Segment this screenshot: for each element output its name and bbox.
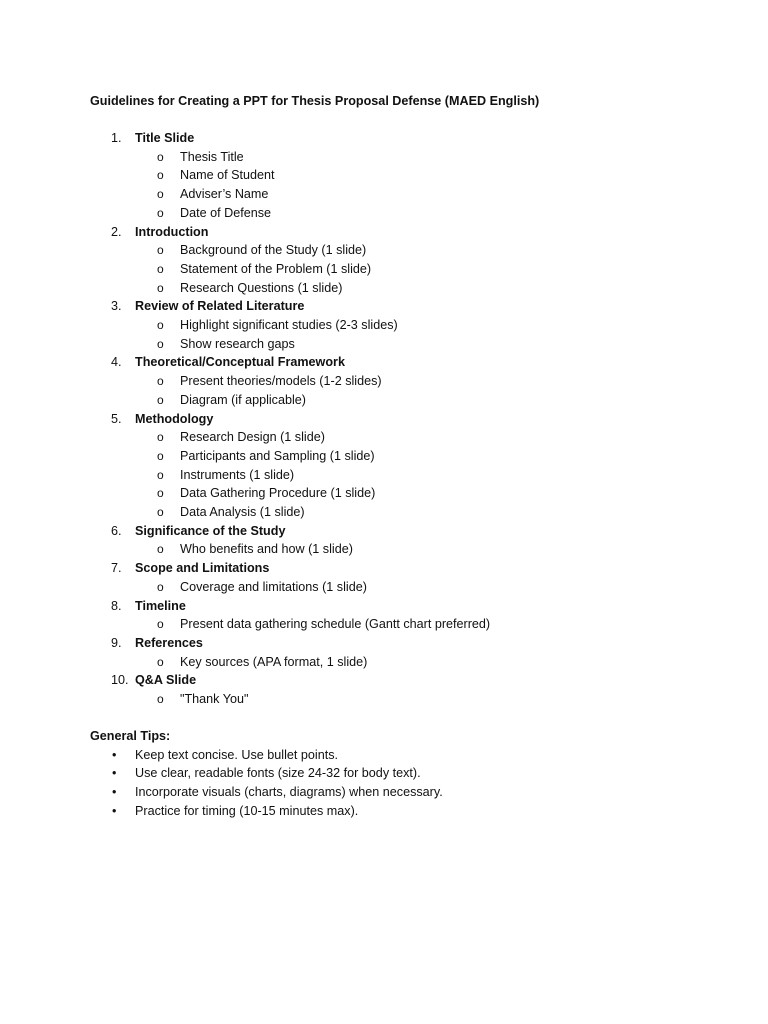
sub-list-item bbox=[135, 578, 768, 597]
sub-item-text: Data Gathering Procedure (1 slide) bbox=[180, 486, 376, 501]
tip-text: Keep text concise. Use bullet points. bbox=[135, 747, 339, 762]
circle-bullet-icon: o bbox=[157, 280, 164, 295]
sub-list-item bbox=[135, 653, 768, 672]
sub-item-text: Name of Student bbox=[180, 168, 275, 183]
section-sub-list bbox=[135, 690, 768, 709]
sub-item-text: Research Design (1 slide) bbox=[180, 430, 325, 445]
section-sub-list bbox=[135, 241, 768, 297]
section-sub-list bbox=[135, 540, 768, 559]
tip-item bbox=[90, 783, 768, 802]
sub-item-text: Show research gaps bbox=[180, 336, 295, 351]
general-tips-heading: General Tips: bbox=[90, 728, 171, 743]
sub-item-text: Diagram (if applicable) bbox=[180, 392, 306, 407]
section-sub-list bbox=[135, 653, 768, 672]
section-number: 8. bbox=[111, 598, 122, 613]
guideline-outline bbox=[90, 129, 768, 709]
sub-list-item bbox=[135, 185, 768, 204]
circle-bullet-icon: o bbox=[157, 467, 164, 482]
section-sub-list bbox=[135, 615, 768, 634]
section-sub-list bbox=[135, 148, 768, 223]
section-sub-list bbox=[135, 372, 768, 409]
circle-bullet-icon: o bbox=[157, 617, 164, 632]
sub-item-text: Who benefits and how (1 slide) bbox=[180, 542, 353, 557]
section-heading: Title Slide bbox=[135, 131, 195, 145]
section-number: 2. bbox=[111, 224, 122, 239]
sub-item-text: Background of the Study (1 slide) bbox=[180, 243, 367, 258]
sub-list-item bbox=[135, 484, 768, 503]
bullet-icon: • bbox=[112, 784, 117, 799]
sub-item-text: Key sources (APA format, 1 slide) bbox=[180, 654, 368, 669]
circle-bullet-icon: o bbox=[157, 149, 164, 164]
sub-item-text: Instruments (1 slide) bbox=[180, 467, 295, 482]
bullet-icon: • bbox=[112, 803, 117, 818]
bullet-icon: • bbox=[112, 766, 117, 781]
circle-bullet-icon: o bbox=[157, 205, 164, 220]
tip-item bbox=[90, 764, 768, 783]
section-heading: Significance of the Study bbox=[135, 523, 286, 538]
sub-list-item bbox=[135, 428, 768, 447]
section-number: 4. bbox=[111, 355, 122, 370]
sub-list-item bbox=[135, 447, 768, 466]
tip-text: Practice for timing (10-15 minutes max). bbox=[135, 803, 359, 818]
circle-bullet-icon: o bbox=[157, 505, 164, 520]
tip-text: Use clear, readable fonts (size 24-32 for body text). bbox=[135, 766, 421, 781]
section-heading: Q&A Slide bbox=[135, 673, 197, 688]
document-title: Guidelines for Creating a PPT for Thesis Proposal Defense (MAED English) bbox=[90, 94, 540, 108]
outline-section bbox=[90, 671, 768, 708]
circle-bullet-icon: o bbox=[157, 448, 164, 463]
sub-item-text: Data Analysis (1 slide) bbox=[180, 505, 305, 520]
circle-bullet-icon: o bbox=[157, 336, 164, 351]
sub-item-text: Adviser’s Name bbox=[180, 187, 269, 202]
circle-bullet-icon: o bbox=[157, 542, 164, 557]
outline-section bbox=[90, 223, 768, 298]
sub-list-item bbox=[135, 241, 768, 260]
sub-list-item bbox=[135, 316, 768, 335]
sub-list-item bbox=[135, 615, 768, 634]
section-sub-list bbox=[135, 428, 768, 522]
sub-item-text: "Thank You" bbox=[180, 692, 249, 707]
sub-list-item bbox=[135, 335, 768, 354]
sub-list-item bbox=[135, 540, 768, 559]
section-heading: References bbox=[135, 635, 203, 650]
outline-section bbox=[90, 297, 768, 353]
sub-item-text: Participants and Sampling (1 slide) bbox=[180, 448, 375, 463]
circle-bullet-icon: o bbox=[157, 430, 164, 445]
bullet-icon: • bbox=[112, 747, 117, 762]
sub-list-item bbox=[135, 391, 768, 410]
tip-item bbox=[90, 746, 768, 765]
section-heading: Scope and Limitations bbox=[135, 561, 270, 576]
circle-bullet-icon: o bbox=[157, 374, 164, 389]
sub-list-item bbox=[135, 466, 768, 485]
outline-section bbox=[90, 410, 768, 522]
sub-item-text: Highlight significant studies (2-3 slides) bbox=[180, 318, 398, 333]
section-number: 9. bbox=[111, 635, 122, 650]
sub-item-text: Date of Defense bbox=[180, 205, 272, 220]
circle-bullet-icon: o bbox=[157, 168, 164, 183]
outline-section bbox=[90, 522, 768, 559]
circle-bullet-icon: o bbox=[157, 243, 164, 258]
outline-section bbox=[90, 634, 768, 671]
outline-section bbox=[90, 353, 768, 409]
section-number: 7. bbox=[111, 561, 122, 576]
sub-list-item bbox=[135, 148, 768, 167]
general-tips-list bbox=[90, 746, 768, 821]
circle-bullet-icon: o bbox=[157, 486, 164, 501]
circle-bullet-icon: o bbox=[157, 187, 164, 202]
circle-bullet-icon: o bbox=[157, 318, 164, 333]
sub-list-item bbox=[135, 279, 768, 298]
section-number: 5. bbox=[111, 411, 122, 426]
section-heading: Methodology bbox=[135, 411, 214, 426]
sub-list-item bbox=[135, 503, 768, 522]
section-sub-list bbox=[135, 316, 768, 353]
sub-item-text: Research Questions (1 slide) bbox=[180, 280, 343, 295]
outline-section bbox=[90, 129, 768, 223]
sub-item-text: Statement of the Problem (1 slide) bbox=[180, 261, 372, 276]
section-sub-list bbox=[135, 578, 768, 597]
sub-item-text: Present theories/models (1-2 slides) bbox=[180, 374, 382, 389]
section-number: 10. bbox=[111, 673, 129, 688]
section-number: 3. bbox=[111, 299, 122, 314]
circle-bullet-icon: o bbox=[157, 692, 164, 707]
tip-text: Incorporate visuals (charts, diagrams) when necessary. bbox=[135, 784, 443, 799]
sub-list-item bbox=[135, 690, 768, 709]
section-heading: Introduction bbox=[135, 224, 209, 239]
circle-bullet-icon: o bbox=[157, 654, 164, 669]
sub-item-text: Thesis Title bbox=[180, 149, 244, 164]
sub-item-text: Coverage and limitations (1 slide) bbox=[180, 579, 367, 594]
circle-bullet-icon: o bbox=[157, 261, 164, 276]
section-heading: Theoretical/Conceptual Framework bbox=[135, 355, 345, 370]
sub-item-text: Present data gathering schedule (Gantt chart preferred) bbox=[180, 617, 491, 632]
section-heading: Review of Related Literature bbox=[135, 299, 305, 314]
sub-list-item bbox=[135, 166, 768, 185]
section-number: 1. bbox=[111, 131, 122, 145]
circle-bullet-icon: o bbox=[157, 392, 164, 407]
sub-list-item bbox=[135, 204, 768, 223]
circle-bullet-icon: o bbox=[157, 579, 164, 594]
tip-item bbox=[90, 802, 768, 821]
outline-section bbox=[90, 559, 768, 596]
section-number: 6. bbox=[111, 523, 122, 538]
outline-section bbox=[90, 597, 768, 634]
sub-list-item bbox=[135, 372, 768, 391]
sub-list-item bbox=[135, 260, 768, 279]
section-heading: Timeline bbox=[135, 598, 186, 613]
